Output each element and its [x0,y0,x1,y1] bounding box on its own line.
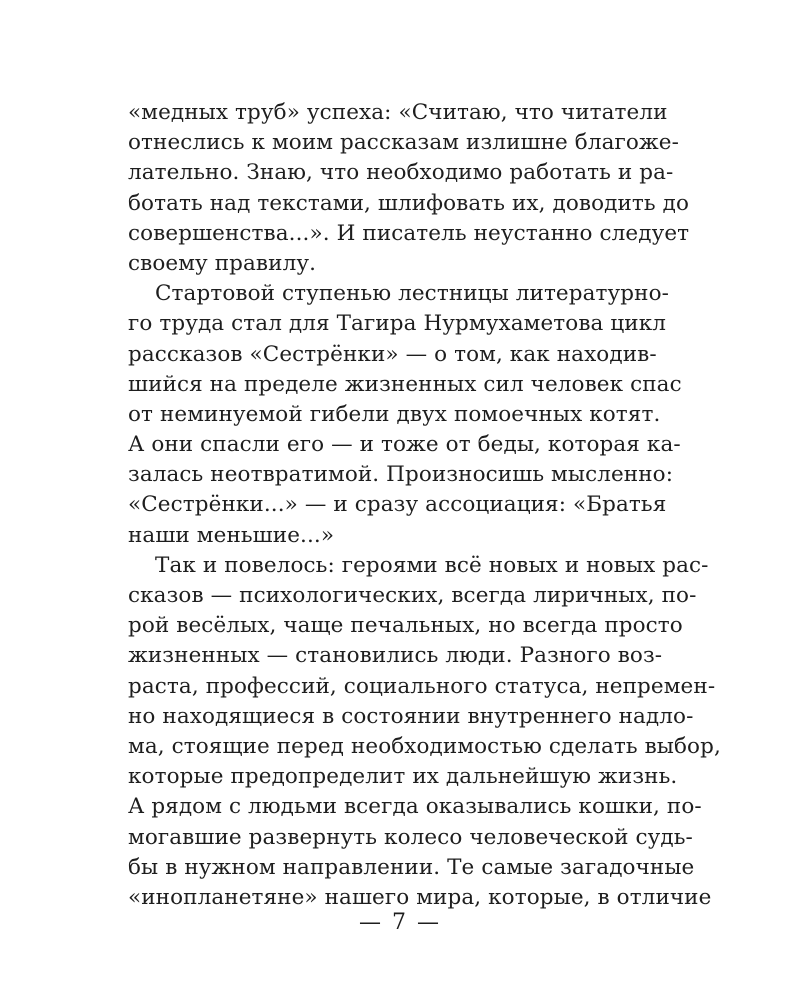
text-line: лательно. Знаю, что необходимо работать и ра- [128,160,674,186]
text-line: «медных труб» успеха: «Считаю, что читатели [128,100,668,125]
text-line: «Сестрёнки...» — и сразу ассоциация: «Братья [128,492,667,518]
text-line: ботать над текстами, шлифовать их, доводить до [128,190,690,216]
text-line: отнеслись к моим рассказам излишне благоже- [128,130,679,156]
text-line: но находящиеся в состоянии внутреннего надло- [128,703,694,729]
page-number: — 7 — [359,910,441,935]
text-line: го труда стал для Тагира Нурмухаметова цикл [128,311,667,337]
text-line: шийся на пределе жизненных сил человек спас [128,371,682,397]
text-line: бы в нужном направлении. Те самые загадочные [128,854,695,880]
text-line: «инопланетяне» нашего мира, которые, в отличие [128,884,712,910]
text-line: совершенства...». И писатель неустанно следует [128,220,690,246]
text-line: раста, профессий, социального статуса, непремен- [128,673,716,699]
text-line: своему правилу. [128,250,317,276]
text-line: А они спасли его — и тоже от беды, которая ка- [128,432,681,458]
text-line: жизненных — становились люди. Разного воз- [128,643,663,669]
text-line: от неминуемой гибели двух помоечных котят. [128,401,661,427]
text-line: рой весёлых, чаще печальных, но всегда просто [128,613,683,639]
text-line: А рядом с людьми всегда оказывались кошки, по- [128,794,702,820]
text-line: рассказов «Сестрёнки» — о том, как находив- [128,341,657,367]
text-line: наши меньшие...» [128,522,335,548]
text-line: которые предопределит их дальнейшую жизнь. [128,764,678,790]
text-line: залась неотвратимой. Произносишь мысленно: [128,462,674,488]
text-line: ма, стоящие перед необходимостью сделать выбор, [128,733,721,759]
text-line: сказов — психологических, всегда лиричных, по- [128,583,697,608]
text-line: могавшие развернуть колесо человеческой судь- [128,824,693,850]
paragraph-start-line: Так и повелось: героями всё новых и новых рас- [155,552,709,578]
body-text [128,98,721,913]
paragraph-start-line: Стартовой ступенью лестницы литературно- [155,281,669,307]
